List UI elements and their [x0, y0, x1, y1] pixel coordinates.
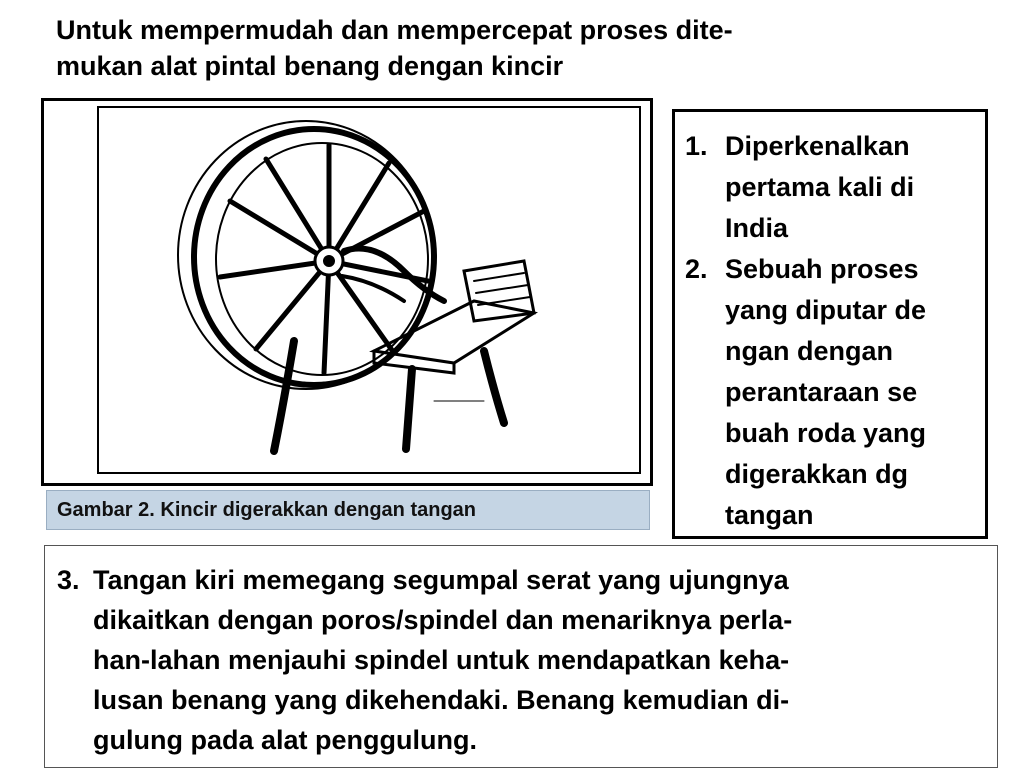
sketch-border — [98, 107, 640, 473]
fact-text — [93, 560, 792, 760]
title-line-1: Untuk mempermudah dan mempercepat proses dite- — [56, 15, 733, 45]
figure-caption: Gambar 2. Kincir digerakkan dengan tangan — [46, 490, 650, 530]
fact-line: dikaitkan dengan poros/spindel dan menariknya perla- — [93, 605, 793, 635]
title-line-2: mukan alat pintal benang dengan kincir — [56, 51, 564, 81]
leg-middle — [406, 369, 412, 449]
fact-number: 2. — [685, 254, 708, 284]
slide-title — [56, 12, 956, 84]
fact-line: gulung pada alat penggulung. — [93, 725, 477, 755]
bottom-fact-box — [44, 545, 998, 768]
fact-line: digerakkan dg — [725, 459, 909, 489]
fact-line: Sebuah proses — [725, 254, 919, 284]
fact-line: perantaraan se — [725, 377, 918, 407]
fact-line: han-lahan menjauhi spindel untuk mendapatkan keha- — [93, 645, 790, 675]
fact-line: tangan — [725, 500, 814, 530]
facts-box — [672, 109, 988, 539]
fact-line: lusan benang yang dikehendaki. Benang kemudian di- — [93, 685, 790, 715]
fact-text — [725, 249, 926, 536]
leg-right — [484, 351, 504, 423]
fact-line: India — [725, 213, 789, 243]
leg-left — [274, 341, 294, 451]
fact-number: 3. — [57, 565, 80, 595]
fact-item — [685, 126, 977, 249]
fact-line: Tangan kiri memegang segumpal serat yang ujungnya — [93, 565, 789, 595]
wheel-rim-outer — [194, 129, 434, 385]
fact-text — [725, 126, 914, 249]
fact-line: ngan dengan — [725, 336, 893, 366]
fact-item — [57, 560, 987, 760]
fact-line: pertama kali di — [725, 172, 915, 202]
fact-line: yang diputar de — [725, 295, 927, 325]
fact-line: Diperkenalkan — [725, 131, 910, 161]
fact-item — [685, 249, 977, 536]
spinning-wheel-figure — [41, 98, 653, 486]
fact-number: 1. — [685, 131, 708, 161]
spinning-wheel-drawing — [44, 101, 650, 483]
fact-line: buah roda yang — [725, 418, 927, 448]
bench — [374, 301, 534, 363]
